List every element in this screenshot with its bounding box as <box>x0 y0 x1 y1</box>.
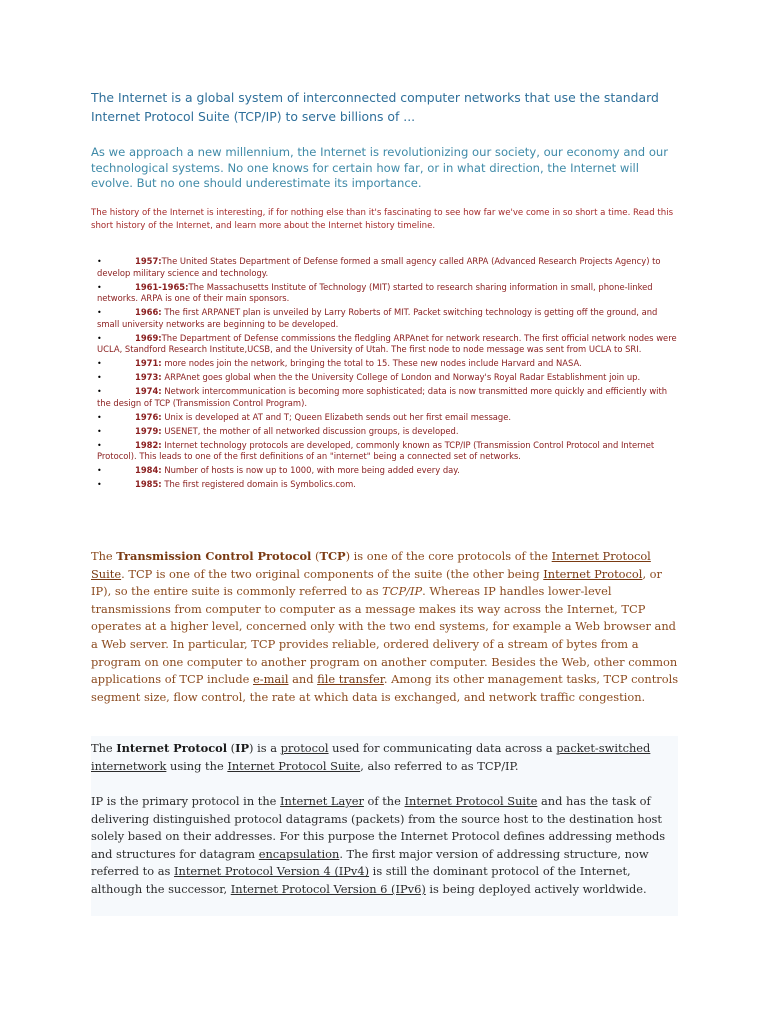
timeline-item <box>97 307 677 330</box>
internet-protocol-link[interactable]: Internet Protocol <box>543 566 643 581</box>
encapsulation-link[interactable]: encapsulation <box>258 846 340 861</box>
ip-paragraph-1 <box>91 740 681 775</box>
timeline-year: 1985: <box>135 479 162 490</box>
timeline-text: Internet technology protocols are developed, commonly known as TCP/IP (Transmission Control Protocol and Internet Protocol). This leads to one of the first definitions of an "internet" being a connected set of networks. <box>97 439 655 462</box>
ip-text: is still the dominant protocol of the Internet, although the successor, <box>91 864 631 896</box>
history-timeline <box>97 256 677 493</box>
timeline-year: 1973: <box>135 372 162 383</box>
timeline-item <box>97 256 677 279</box>
timeline-text: more nodes join the network, bringing the total to 15. These new nodes include Harvard and NASA. <box>161 358 582 369</box>
timeline-year: 1961-1965: <box>135 281 189 292</box>
protocol-link[interactable]: protocol <box>280 741 329 755</box>
timeline-text: Network intercommunication is becoming more sophisticated; data is now transmitted more quickly and efficiently with the design of TCP (Transmission Control Program). <box>97 386 668 408</box>
bullet-icon: • <box>97 257 102 266</box>
timeline-text: Unix is developed at AT and T; Queen Elizabeth sends out her first email message. <box>161 411 512 422</box>
ip-text: . The first major version of addressing structure, now referred to as <box>91 846 649 879</box>
tcp-paragraph <box>91 548 681 706</box>
bullet-icon: • <box>97 426 102 436</box>
timeline-text: The Department of Defense commissions the fledgling ARPAnet for network research. The first official network nodes were UCLA, Standford Research Institute,UCSB, and the University of Utah. The first node to node message was sent from UCLA to SRI. <box>97 332 677 355</box>
ip-abbrev: IP <box>235 741 250 755</box>
bullet-icon: • <box>97 308 102 318</box>
timeline-year: 1969: <box>135 332 162 343</box>
bullet-icon: • <box>97 282 102 292</box>
internet-protocol-suite-link-3[interactable]: Internet Protocol Suite <box>404 794 538 808</box>
ip-text: using the <box>166 758 228 773</box>
internet-protocol-suite-link[interactable]: Internet Protocol Suite <box>91 549 651 581</box>
file-transfer-link[interactable]: file transfer <box>317 672 384 687</box>
timeline-item <box>97 426 677 438</box>
ip-paragraph-2 <box>91 793 681 899</box>
bullet-icon: • <box>97 440 102 450</box>
timeline-text: The Massachusetts Institute of Technology (MIT) started to research sharing information in small, phone-linked networks. ARPA is one of their main sponsors. <box>97 281 653 304</box>
intro-paragraph-2: As we approach a new millennium, the Internet is revolutionizing our society, our economy and our technological systems. No one knows for certain how far, or in what direction, the Internet will evolve. But no one should underestimate its importance. <box>91 145 669 190</box>
tcp-text: The <box>91 549 117 563</box>
timeline-item <box>97 333 677 356</box>
timeline-text: Number of hosts is now up to 1000, with more being added every day. <box>161 465 460 476</box>
packet-switched-internetwork-link[interactable]: packet-switched internetwork <box>91 741 651 773</box>
intro-paragraph-3: The history of the Internet is interesting, if for nothing else than it's fascinating to see how far we've come in so short a time. Read this short history of the Internet, and learn more about the Internet history timeline. <box>91 208 674 231</box>
timeline-item <box>97 386 677 409</box>
tcp-text: , or IP), so the entire suite is commonly referred to as <box>91 566 662 599</box>
timeline-item <box>97 440 677 463</box>
tcp-text: ( <box>311 549 320 563</box>
bullet-icon: • <box>97 480 102 490</box>
tcp-text: . Whereas IP handles lower-level transmissions from computer to computer as a message makes its way across the Internet, TCP operates at a higher level, concerned only with the two end systems, for example a Web browser and a Web server. In particular, TCP provides reliable, ordered delivery of a stream of bytes from a program on one computer to another program on another computer. Besides the Web, other common applications of TCP include <box>91 584 678 687</box>
tcp-term: Transmission Control Protocol <box>116 549 312 563</box>
internet-protocol-suite-link-2[interactable]: Internet Protocol Suite <box>227 758 361 773</box>
timeline-year: 1966: <box>135 307 162 318</box>
bullet-icon: • <box>97 333 102 343</box>
timeline-year: 1976: <box>135 411 162 422</box>
ip-text: IP is the primary protocol in the <box>91 794 281 808</box>
timeline-year: 1984: <box>135 465 162 476</box>
tcp-text: . Among its other management tasks, TCP controls segment size, flow control, the rate at which data is exchanged, and network traffic congestion. <box>91 672 679 704</box>
bullet-icon: • <box>97 412 102 422</box>
timeline-item <box>97 412 677 424</box>
timeline-year: 1982: <box>135 439 162 450</box>
ip-text: is being deployed actively worldwide. <box>425 881 647 896</box>
ip-text: and has the task of delivering distinguished protocol datagrams (packets) from the source host to the destination host solely based on their addresses. For this purpose the Internet Protocol defines addressing methods and structures for datagram <box>91 794 666 861</box>
timeline-year: 1979: <box>135 425 162 436</box>
ip-text: ( <box>227 741 236 755</box>
ip-text: of the <box>363 794 405 808</box>
ip-text: The <box>91 741 117 755</box>
email-link[interactable]: e-mail <box>253 672 289 687</box>
timeline-item <box>97 479 677 491</box>
bullet-icon: • <box>97 387 102 397</box>
tcp-text: . TCP is one of the two original components of the suite (the other being <box>121 566 544 581</box>
bullet-icon: • <box>97 359 102 369</box>
timeline-year: 1957: <box>135 256 162 266</box>
bullet-icon: • <box>97 466 102 476</box>
ipv6-link[interactable]: Internet Protocol Version 6 (IPv6) <box>230 881 426 896</box>
timeline-item <box>97 282 677 305</box>
timeline-year: 1971: <box>135 358 162 369</box>
ip-term: Internet Protocol <box>116 741 228 755</box>
timeline-text: The first ARPANET plan is unveiled by Larry Roberts of MIT. Packet switching technology is getting off the ground, and small university networks are beginning to be developed. <box>97 307 658 329</box>
timeline-text: The first registered domain is Symbolics.com. <box>161 479 356 490</box>
tcp-text: ) is one of the core protocols of the <box>345 549 552 563</box>
timeline-text: The United States Department of Defense formed a small agency called ARPA (Advanced Research Projects Agency) to develop military science and technology. <box>97 256 661 278</box>
ipv4-link[interactable]: Internet Protocol Version 4 (IPv4) <box>174 864 370 879</box>
timeline-text: ARPAnet goes global when the the University College of London and Norway's Royal Radar Establishment join up. <box>161 372 641 383</box>
ip-text: ) is a <box>249 741 281 755</box>
timeline-text: USENET, the mother of all networked discussion groups, is developed. <box>161 425 459 436</box>
internet-layer-link[interactable]: Internet Layer <box>280 794 364 808</box>
tcp-abbrev: TCP <box>319 549 346 563</box>
tcp-ip-term: TCP/IP <box>382 584 423 599</box>
timeline-year: 1974: <box>135 386 162 397</box>
bullet-icon: • <box>97 373 102 383</box>
ip-text: used for communicating data across a <box>328 741 557 755</box>
tcp-text: and <box>288 672 318 687</box>
timeline-item <box>97 358 677 370</box>
ip-text: , also referred to as TCP/IP. <box>360 758 519 773</box>
intro-paragraph-1: The Internet is a global system of interconnected computer networks that use the standard Internet Protocol Suite (TCP/IP) to serve billions of ... <box>91 90 659 124</box>
timeline-item <box>97 372 677 384</box>
timeline-item <box>97 465 677 477</box>
